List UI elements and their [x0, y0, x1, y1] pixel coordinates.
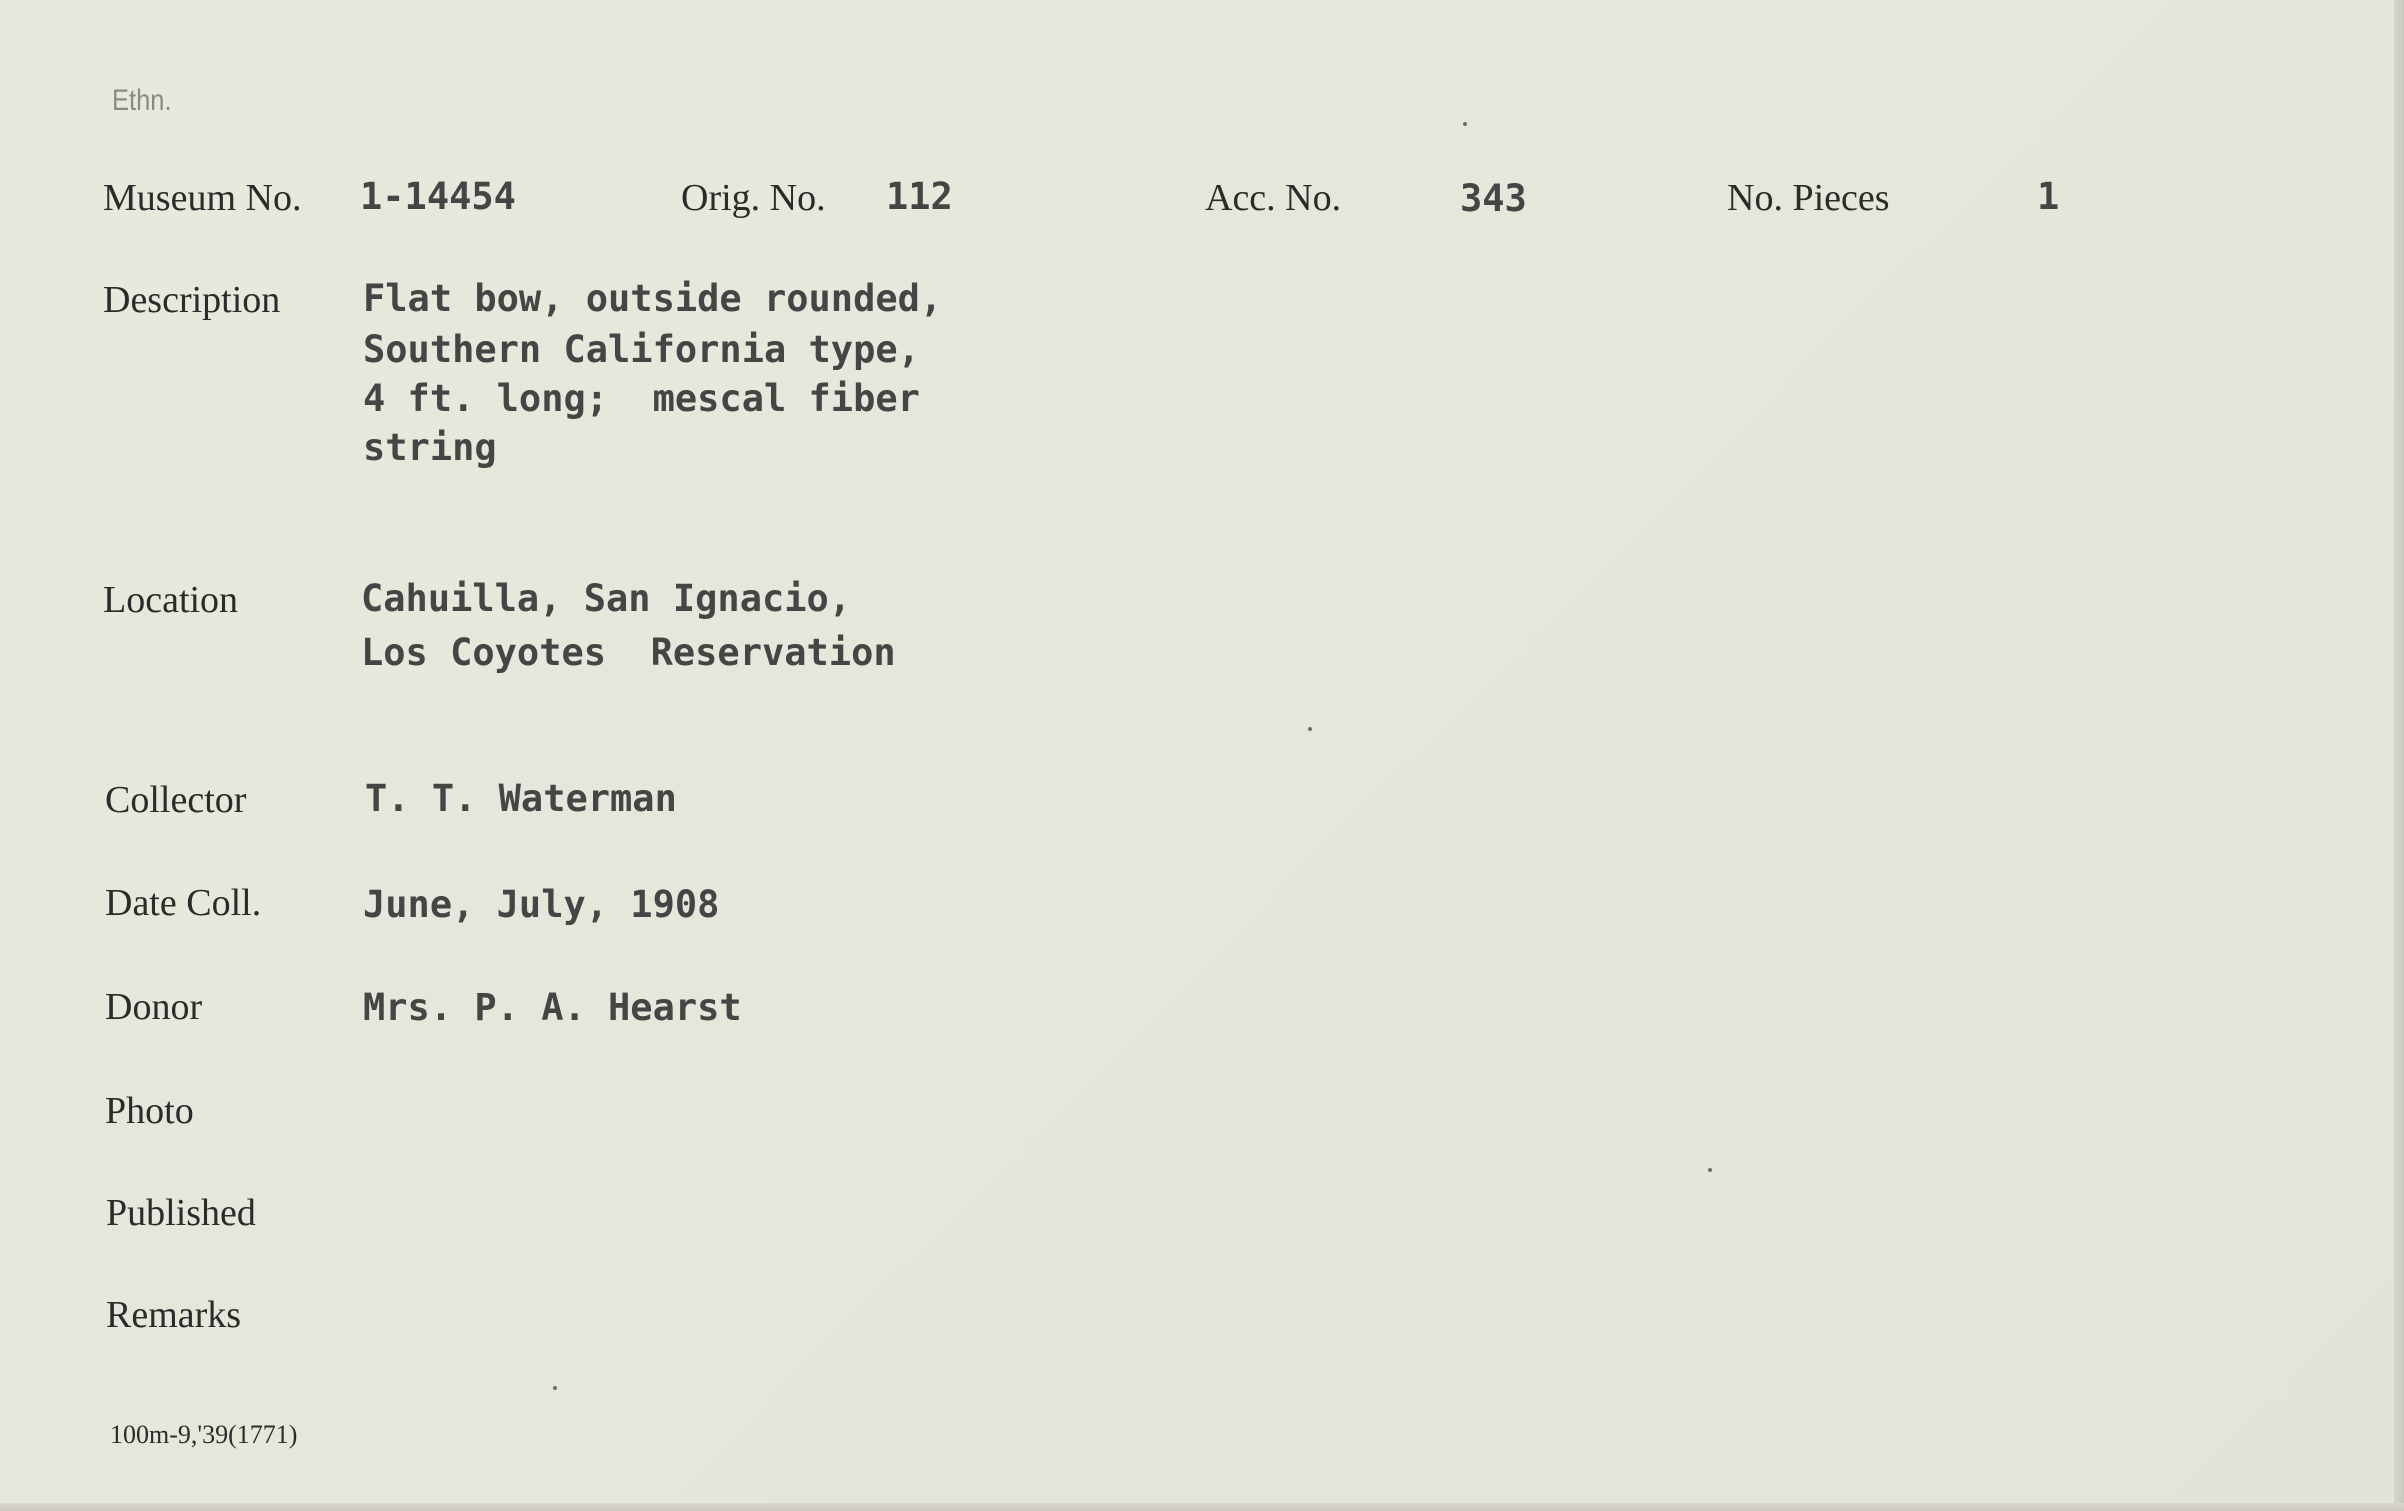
no-pieces-label: No. Pieces [1727, 177, 1890, 219]
donor-value: Mrs. P. A. Hearst [363, 986, 742, 1029]
paper-speck [1708, 1168, 1712, 1172]
location-label: Location [103, 579, 239, 621]
donor-label: Donor [105, 986, 203, 1028]
photo-label: Photo [105, 1090, 194, 1132]
description-line: string [363, 426, 497, 469]
description-line: Flat bow, outside rounded, [363, 277, 943, 320]
museum-no-value: 1-14454 [360, 175, 516, 218]
date-coll-value: June, July, 1908 [363, 883, 720, 926]
acc-no-label: Acc. No. [1205, 177, 1342, 219]
no-pieces-value: 1 [2037, 175, 2060, 218]
paper-speck [1308, 727, 1312, 731]
card-bottom-edge [0, 1503, 2404, 1511]
location-line: Los Coyotes Reservation [361, 631, 896, 674]
department-stamp: Ethn. [112, 84, 172, 117]
paper-speck [553, 1386, 557, 1390]
collector-value: T. T. Waterman [365, 777, 677, 820]
collector-label: Collector [105, 779, 247, 821]
published-label: Published [106, 1192, 256, 1234]
remarks-label: Remarks [106, 1294, 242, 1336]
location-line: Cahuilla, San Ignacio, [361, 577, 852, 620]
orig-no-value: 112 [886, 175, 953, 218]
description-label: Description [103, 279, 281, 321]
card-right-edge [2394, 0, 2404, 1511]
paper-speck [1463, 122, 1467, 126]
museum-no-label: Museum No. [103, 177, 302, 219]
description-line: 4 ft. long; mescal fiber [363, 377, 920, 420]
form-code: 100m-9,'39(1771) [110, 1420, 298, 1449]
orig-no-label: Orig. No. [681, 177, 826, 219]
description-line: Southern California type, [363, 328, 920, 371]
date-coll-label: Date Coll. [105, 882, 262, 924]
acc-no-value: 343 [1460, 177, 1527, 220]
